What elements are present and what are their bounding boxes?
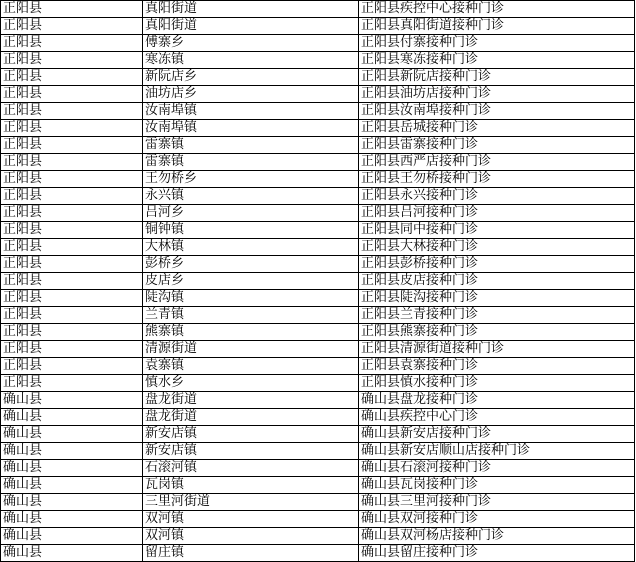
county-cell[interactable]: 正阳县 <box>1 171 143 188</box>
table-row <box>1 154 635 171</box>
table-row <box>1 35 635 52</box>
county-cell[interactable]: 确山县 <box>1 409 143 426</box>
table-row <box>1 307 635 324</box>
table-row <box>1 239 635 256</box>
clinic-cell[interactable]: 确山县石滚河接种门诊 <box>359 460 635 477</box>
township-cell[interactable]: 吕河乡 <box>143 205 359 222</box>
township-cell[interactable]: 袁寨镇 <box>143 358 359 375</box>
township-cell[interactable]: 王勿桥乡 <box>143 171 359 188</box>
table-row <box>1 324 635 341</box>
table-row <box>1 545 635 562</box>
township-cell[interactable]: 双河镇 <box>143 528 359 545</box>
clinic-cell[interactable]: 确山县新安店顺山店接种门诊 <box>359 443 635 460</box>
clinic-cell[interactable]: 确山县疾控中心门诊 <box>359 409 635 426</box>
table-row <box>1 256 635 273</box>
township-cell[interactable]: 真阳街道 <box>143 18 359 35</box>
clinic-cell[interactable]: 确山县留庄接种门诊 <box>359 545 635 562</box>
township-cell[interactable]: 盘龙街道 <box>143 409 359 426</box>
clinic-cell[interactable]: 正阳县吕河接种门诊 <box>359 205 635 222</box>
table-row <box>1 290 635 307</box>
county-cell[interactable]: 确山县 <box>1 511 143 528</box>
township-cell[interactable]: 彭桥乡 <box>143 256 359 273</box>
clinic-cell[interactable]: 正阳县疾控中心接种门诊 <box>359 1 635 18</box>
clinic-cell[interactable]: 正阳县寒冻接种门诊 <box>359 52 635 69</box>
table-row <box>1 188 635 205</box>
county-cell[interactable]: 正阳县 <box>1 222 143 239</box>
table-row <box>1 52 635 69</box>
clinic-cell[interactable]: 正阳县真阳街道接种门诊 <box>359 18 635 35</box>
clinic-cell[interactable]: 正阳县新阮店接种门诊 <box>359 69 635 86</box>
table-row <box>1 103 635 120</box>
clinic-cell[interactable]: 正阳县陡沟接种门诊 <box>359 290 635 307</box>
county-cell[interactable]: 正阳县 <box>1 256 143 273</box>
county-cell[interactable]: 确山县 <box>1 392 143 409</box>
clinic-cell[interactable]: 正阳县熊寨接种门诊 <box>359 324 635 341</box>
township-cell[interactable]: 新安店镇 <box>143 443 359 460</box>
table-row <box>1 528 635 545</box>
township-cell[interactable]: 双河镇 <box>143 511 359 528</box>
clinic-cell[interactable]: 正阳县清源街道接种门诊 <box>359 341 635 358</box>
table-row <box>1 69 635 86</box>
clinic-cell[interactable]: 正阳县兰青接种门诊 <box>359 307 635 324</box>
county-cell[interactable]: 正阳县 <box>1 358 143 375</box>
table-row <box>1 86 635 103</box>
clinic-cell[interactable]: 正阳县同中接种门诊 <box>359 222 635 239</box>
township-cell[interactable]: 三里河街道 <box>143 494 359 511</box>
table-row <box>1 409 635 426</box>
county-cell[interactable]: 正阳县 <box>1 375 143 392</box>
county-cell[interactable]: 正阳县 <box>1 154 143 171</box>
county-cell[interactable]: 确山县 <box>1 528 143 545</box>
table-row <box>1 205 635 222</box>
county-cell[interactable]: 确山县 <box>1 477 143 494</box>
township-cell[interactable]: 新安店镇 <box>143 426 359 443</box>
county-cell[interactable]: 确山县 <box>1 426 143 443</box>
clinic-cell[interactable]: 正阳县岳城接种门诊 <box>359 120 635 137</box>
township-cell[interactable]: 大林镇 <box>143 239 359 256</box>
county-cell[interactable]: 确山县 <box>1 443 143 460</box>
table-row <box>1 341 635 358</box>
county-cell[interactable]: 确山县 <box>1 545 143 562</box>
clinic-cell[interactable]: 正阳县袁寨接种门诊 <box>359 358 635 375</box>
township-cell[interactable]: 清源街道 <box>143 341 359 358</box>
county-cell[interactable]: 正阳县 <box>1 52 143 69</box>
township-cell[interactable]: 盘龙街道 <box>143 392 359 409</box>
township-cell[interactable]: 留庄镇 <box>143 545 359 562</box>
county-cell[interactable]: 正阳县 <box>1 103 143 120</box>
clinic-cell[interactable]: 确山县新安店接种门诊 <box>359 426 635 443</box>
township-cell[interactable]: 雷寨镇 <box>143 154 359 171</box>
clinic-cell[interactable]: 正阳县彭桥接种门诊 <box>359 256 635 273</box>
clinic-cell[interactable]: 正阳县永兴接种门诊 <box>359 188 635 205</box>
table-row <box>1 137 635 154</box>
township-cell[interactable]: 油坊店乡 <box>143 86 359 103</box>
clinic-cell[interactable]: 正阳县油坊店接种门诊 <box>359 86 635 103</box>
township-cell[interactable]: 汝南埠镇 <box>143 103 359 120</box>
clinic-cell[interactable]: 确山县三里河接种门诊 <box>359 494 635 511</box>
county-cell[interactable]: 正阳县 <box>1 324 143 341</box>
clinic-cell[interactable]: 正阳县汝南埠接种门诊 <box>359 103 635 120</box>
table-row <box>1 358 635 375</box>
clinic-cell[interactable]: 正阳县雷寨接种门诊 <box>359 137 635 154</box>
table-row <box>1 171 635 188</box>
county-cell[interactable]: 正阳县 <box>1 188 143 205</box>
county-cell[interactable]: 正阳县 <box>1 239 143 256</box>
township-cell[interactable]: 皮店乡 <box>143 273 359 290</box>
county-cell[interactable]: 正阳县 <box>1 290 143 307</box>
table-row <box>1 18 635 35</box>
township-cell[interactable]: 新阮店乡 <box>143 69 359 86</box>
table-row <box>1 392 635 409</box>
township-cell[interactable]: 瓦岗镇 <box>143 477 359 494</box>
county-cell[interactable]: 正阳县 <box>1 1 143 18</box>
clinic-cell[interactable]: 确山县双河接种门诊 <box>359 511 635 528</box>
clinic-cell[interactable]: 正阳县王勿桥接种门诊 <box>359 171 635 188</box>
table-row <box>1 120 635 137</box>
county-cell[interactable]: 正阳县 <box>1 341 143 358</box>
table-row <box>1 222 635 239</box>
county-cell[interactable]: 确山县 <box>1 460 143 477</box>
county-cell[interactable]: 正阳县 <box>1 273 143 290</box>
clinic-cell[interactable]: 正阳县付寨接种门诊 <box>359 35 635 52</box>
township-cell[interactable]: 真阳街道 <box>143 1 359 18</box>
clinic-cell[interactable]: 确山县盘龙接种门诊 <box>359 392 635 409</box>
county-cell[interactable]: 正阳县 <box>1 18 143 35</box>
clinic-cell[interactable]: 确山县瓦岗接种门诊 <box>359 477 635 494</box>
county-cell[interactable]: 确山县 <box>1 494 143 511</box>
township-cell[interactable]: 寒冻镇 <box>143 52 359 69</box>
county-cell[interactable]: 正阳县 <box>1 35 143 52</box>
township-cell[interactable]: 汝南埠镇 <box>143 120 359 137</box>
table-row <box>1 273 635 290</box>
township-cell[interactable]: 铜钟镇 <box>143 222 359 239</box>
table-row <box>1 460 635 477</box>
county-cell[interactable]: 正阳县 <box>1 307 143 324</box>
clinic-cell[interactable]: 正阳县皮店接种门诊 <box>359 273 635 290</box>
county-cell[interactable]: 正阳县 <box>1 205 143 222</box>
table-row <box>1 443 635 460</box>
township-cell[interactable]: 永兴镇 <box>143 188 359 205</box>
table-row <box>1 494 635 511</box>
table-row <box>1 1 635 18</box>
township-cell[interactable]: 熊寨镇 <box>143 324 359 341</box>
township-cell[interactable]: 慎水乡 <box>143 375 359 392</box>
township-cell[interactable]: 雷寨镇 <box>143 137 359 154</box>
table-row <box>1 375 635 392</box>
township-cell[interactable]: 石滚河镇 <box>143 460 359 477</box>
clinic-cell[interactable]: 正阳县西严店接种门诊 <box>359 154 635 171</box>
table-row <box>1 477 635 494</box>
county-cell[interactable]: 正阳县 <box>1 120 143 137</box>
township-cell[interactable]: 陡沟镇 <box>143 290 359 307</box>
clinic-cell[interactable]: 确山县双河杨店接种门诊 <box>359 528 635 545</box>
county-cell[interactable]: 正阳县 <box>1 86 143 103</box>
township-cell[interactable]: 傅寨乡 <box>143 35 359 52</box>
table-row <box>1 511 635 528</box>
township-cell[interactable]: 兰青镇 <box>143 307 359 324</box>
clinic-cell[interactable]: 正阳县慎水接种门诊 <box>359 375 635 392</box>
table-body <box>1 1 635 562</box>
county-cell[interactable]: 正阳县 <box>1 137 143 154</box>
table-row <box>1 426 635 443</box>
clinic-cell[interactable]: 正阳县大林接种门诊 <box>359 239 635 256</box>
county-cell[interactable]: 正阳县 <box>1 69 143 86</box>
